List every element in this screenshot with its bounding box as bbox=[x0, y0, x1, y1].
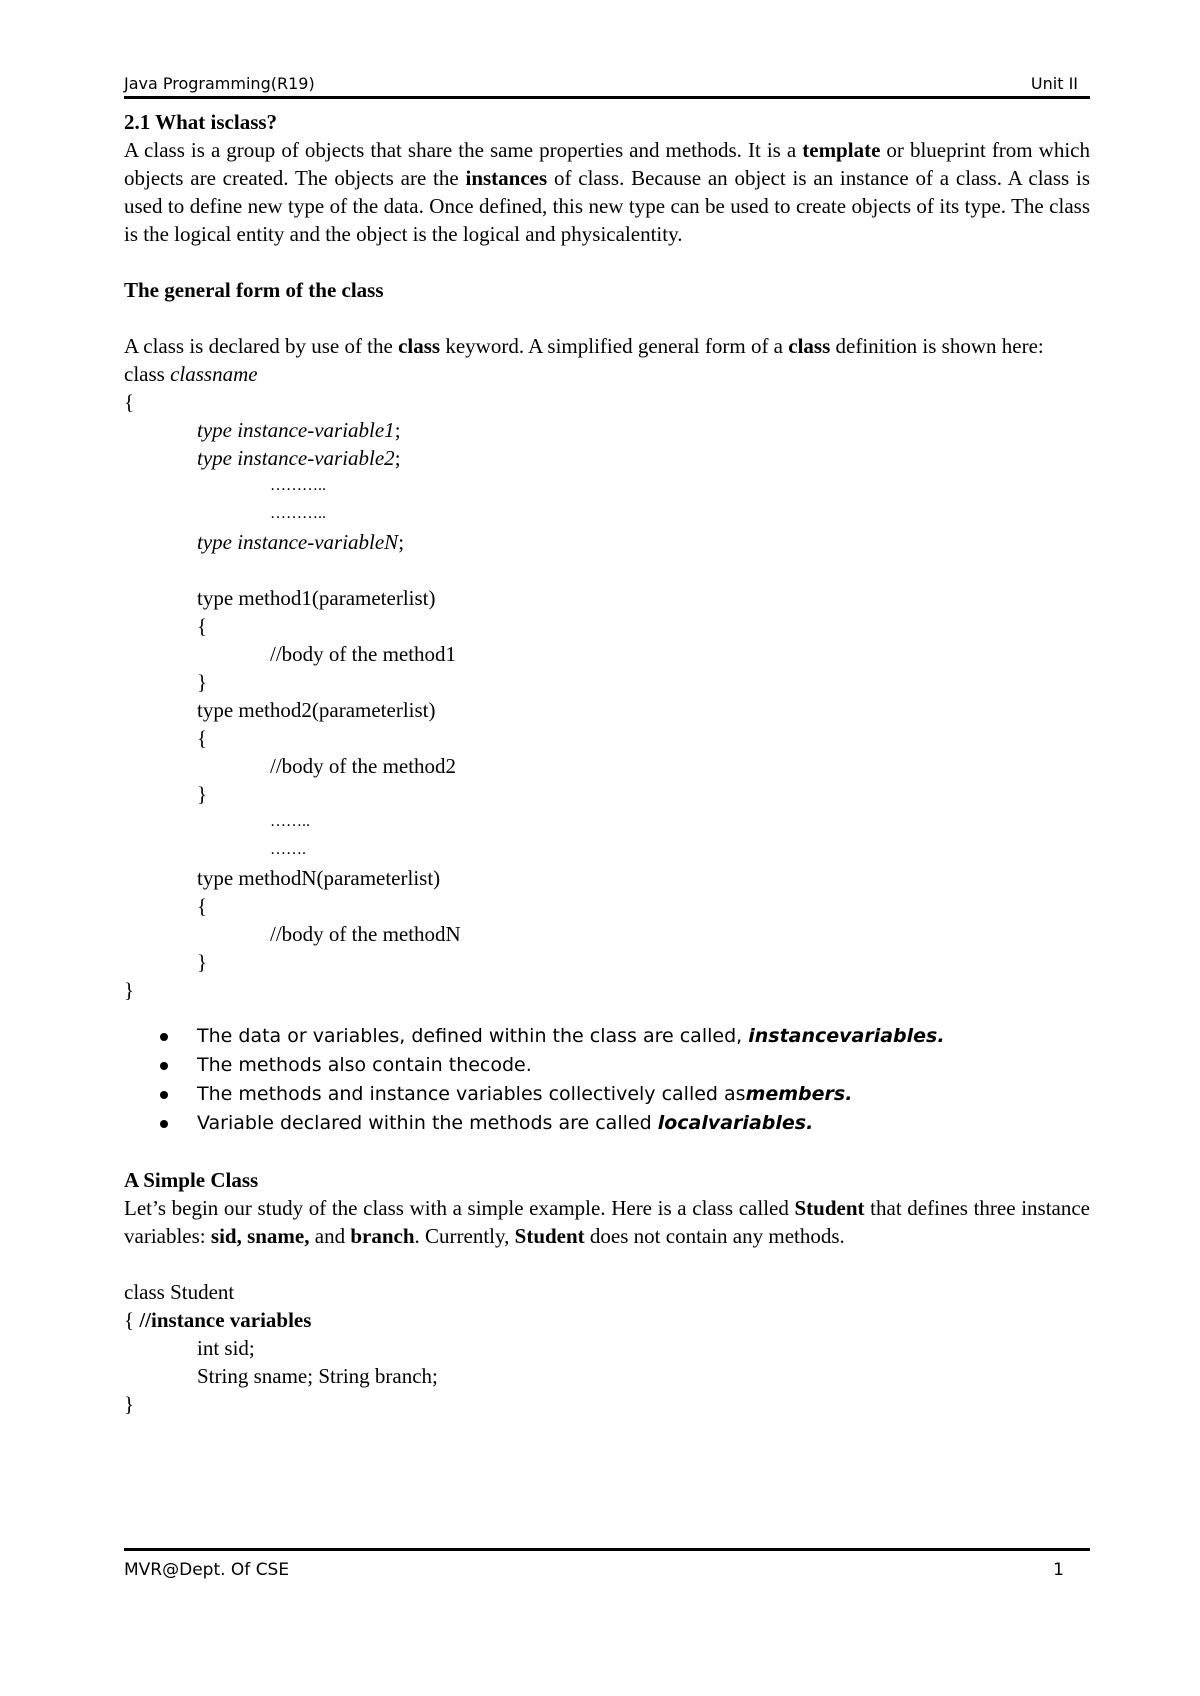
bullet-emphasis: localvariables. bbox=[657, 1112, 814, 1134]
code-var: type instance-variable2 bbox=[197, 446, 395, 470]
paragraph-simple-class bbox=[124, 1194, 1090, 1250]
code-comment: //instance variables bbox=[139, 1308, 312, 1332]
code-block-general-form bbox=[124, 360, 1090, 1004]
code-line: type method1(parameterlist) bbox=[197, 586, 436, 610]
code-line: { bbox=[197, 894, 208, 918]
code-line: } bbox=[197, 670, 208, 694]
code-classname: classname bbox=[170, 362, 258, 386]
bullet-text: The methods also contain thecode. bbox=[197, 1054, 532, 1076]
code-line bbox=[124, 528, 1090, 556]
code-semi: ; bbox=[394, 446, 401, 470]
code-line: type methodN(parameterlist) bbox=[197, 866, 441, 890]
code-ellipsis: ……….. bbox=[270, 505, 326, 522]
text-run: and bbox=[309, 1224, 351, 1248]
list-item bbox=[197, 1080, 1090, 1109]
bullet-icon bbox=[160, 1091, 168, 1099]
text-run: . Currently, bbox=[414, 1224, 515, 1248]
page-footer bbox=[124, 1548, 1090, 1581]
bold-term-student: Student bbox=[794, 1196, 865, 1220]
code-line bbox=[124, 1306, 1090, 1334]
header-course-title: Java Programming(R19) bbox=[124, 74, 315, 93]
page-content bbox=[124, 108, 1090, 1418]
code-line bbox=[124, 416, 1090, 444]
code-line: } bbox=[124, 1392, 135, 1416]
code-line bbox=[124, 360, 1090, 388]
paragraph-class-definition bbox=[124, 136, 1090, 248]
bullet-text: The methods and instance variables collectively called as bbox=[197, 1083, 746, 1105]
text-run: of class. Because an object is an instance of a class. A class is used to define new type of the data. Once defined, this new type can be used to create objects of its type. The class is the logical entity and the object is the logical and physicalentity. bbox=[124, 166, 1090, 246]
bold-term-student: Student bbox=[514, 1224, 585, 1248]
code-ellipsis: ……….. bbox=[270, 477, 326, 494]
code-semi: ; bbox=[398, 530, 405, 554]
code-line: //body of the method2 bbox=[270, 754, 457, 778]
list-item bbox=[197, 1109, 1090, 1138]
bullet-icon bbox=[160, 1120, 168, 1128]
text-run: that defines three instance variables: bbox=[124, 1196, 1091, 1248]
code-line: { bbox=[124, 390, 135, 414]
bullet-list-class-terms bbox=[124, 1022, 1090, 1138]
text-run: or blueprint from which objects are created. The objects are the bbox=[124, 138, 1090, 190]
code-line: //body of the method1 bbox=[270, 642, 457, 666]
text-run: A class is a group of objects that share the same properties and methods. It is a bbox=[124, 138, 803, 162]
bold-term-template: template bbox=[802, 138, 881, 162]
bold-term-branch: branch bbox=[350, 1224, 415, 1248]
bold-keyword-class: class bbox=[398, 334, 441, 358]
code-block-student bbox=[124, 1278, 1090, 1418]
bullet-text: The data or variables, defined within the class are called, bbox=[197, 1025, 749, 1047]
code-line: String sname; String branch; bbox=[197, 1364, 438, 1388]
code-line: { bbox=[197, 614, 208, 638]
paragraph-general-form bbox=[124, 332, 1090, 360]
bullet-icon bbox=[160, 1033, 168, 1041]
code-line: class Student bbox=[124, 1280, 235, 1304]
code-line bbox=[124, 444, 1090, 472]
page-header bbox=[124, 74, 1090, 99]
text-run: keyword. A simplified general form of a bbox=[440, 334, 789, 358]
code-ellipsis: ……. bbox=[270, 841, 306, 858]
bold-keyword-class: class bbox=[788, 334, 831, 358]
code-brace: { bbox=[124, 1308, 140, 1332]
text-run: A class is declared by use of the bbox=[124, 334, 399, 358]
section-title-what-is-class: 2.1 What isclass? bbox=[124, 110, 278, 134]
code-line: } bbox=[124, 978, 135, 1002]
text-run: Let’s begin our study of the class with a simple example. Here is a class called bbox=[124, 1196, 795, 1220]
bullet-text: Variable declared within the methods are called bbox=[197, 1112, 658, 1134]
code-ellipsis: …….. bbox=[270, 813, 310, 830]
code-keyword: class bbox=[124, 362, 171, 386]
code-line: int sid; bbox=[197, 1336, 255, 1360]
bullet-icon bbox=[160, 1062, 168, 1070]
list-item bbox=[197, 1022, 1090, 1051]
page-number: 1 bbox=[1053, 1560, 1064, 1580]
text-run: definition is shown here: bbox=[830, 334, 1044, 358]
code-line: } bbox=[197, 950, 208, 974]
code-line: } bbox=[197, 782, 208, 806]
bold-term-vars: sid, sname, bbox=[210, 1224, 310, 1248]
list-item bbox=[197, 1051, 1090, 1080]
code-line: { bbox=[197, 726, 208, 750]
bold-term-instances: instances bbox=[465, 166, 548, 190]
text-run: does not contain any methods. bbox=[584, 1224, 845, 1248]
code-line: type method2(parameterlist) bbox=[197, 698, 436, 722]
code-semi: ; bbox=[394, 418, 401, 442]
bullet-emphasis: instancevariables. bbox=[748, 1025, 945, 1047]
footer-department: MVR@Dept. Of CSE bbox=[124, 1560, 290, 1580]
section-title-simple-class: A Simple Class bbox=[124, 1168, 259, 1192]
code-var: type instance-variableN bbox=[197, 530, 399, 554]
bullet-emphasis: members. bbox=[745, 1083, 853, 1105]
section-title-general-form: The general form of the class bbox=[124, 278, 384, 302]
header-unit: Unit II bbox=[1030, 74, 1078, 93]
code-line: //body of the methodN bbox=[270, 922, 461, 946]
code-var: type instance-variable1 bbox=[197, 418, 395, 442]
